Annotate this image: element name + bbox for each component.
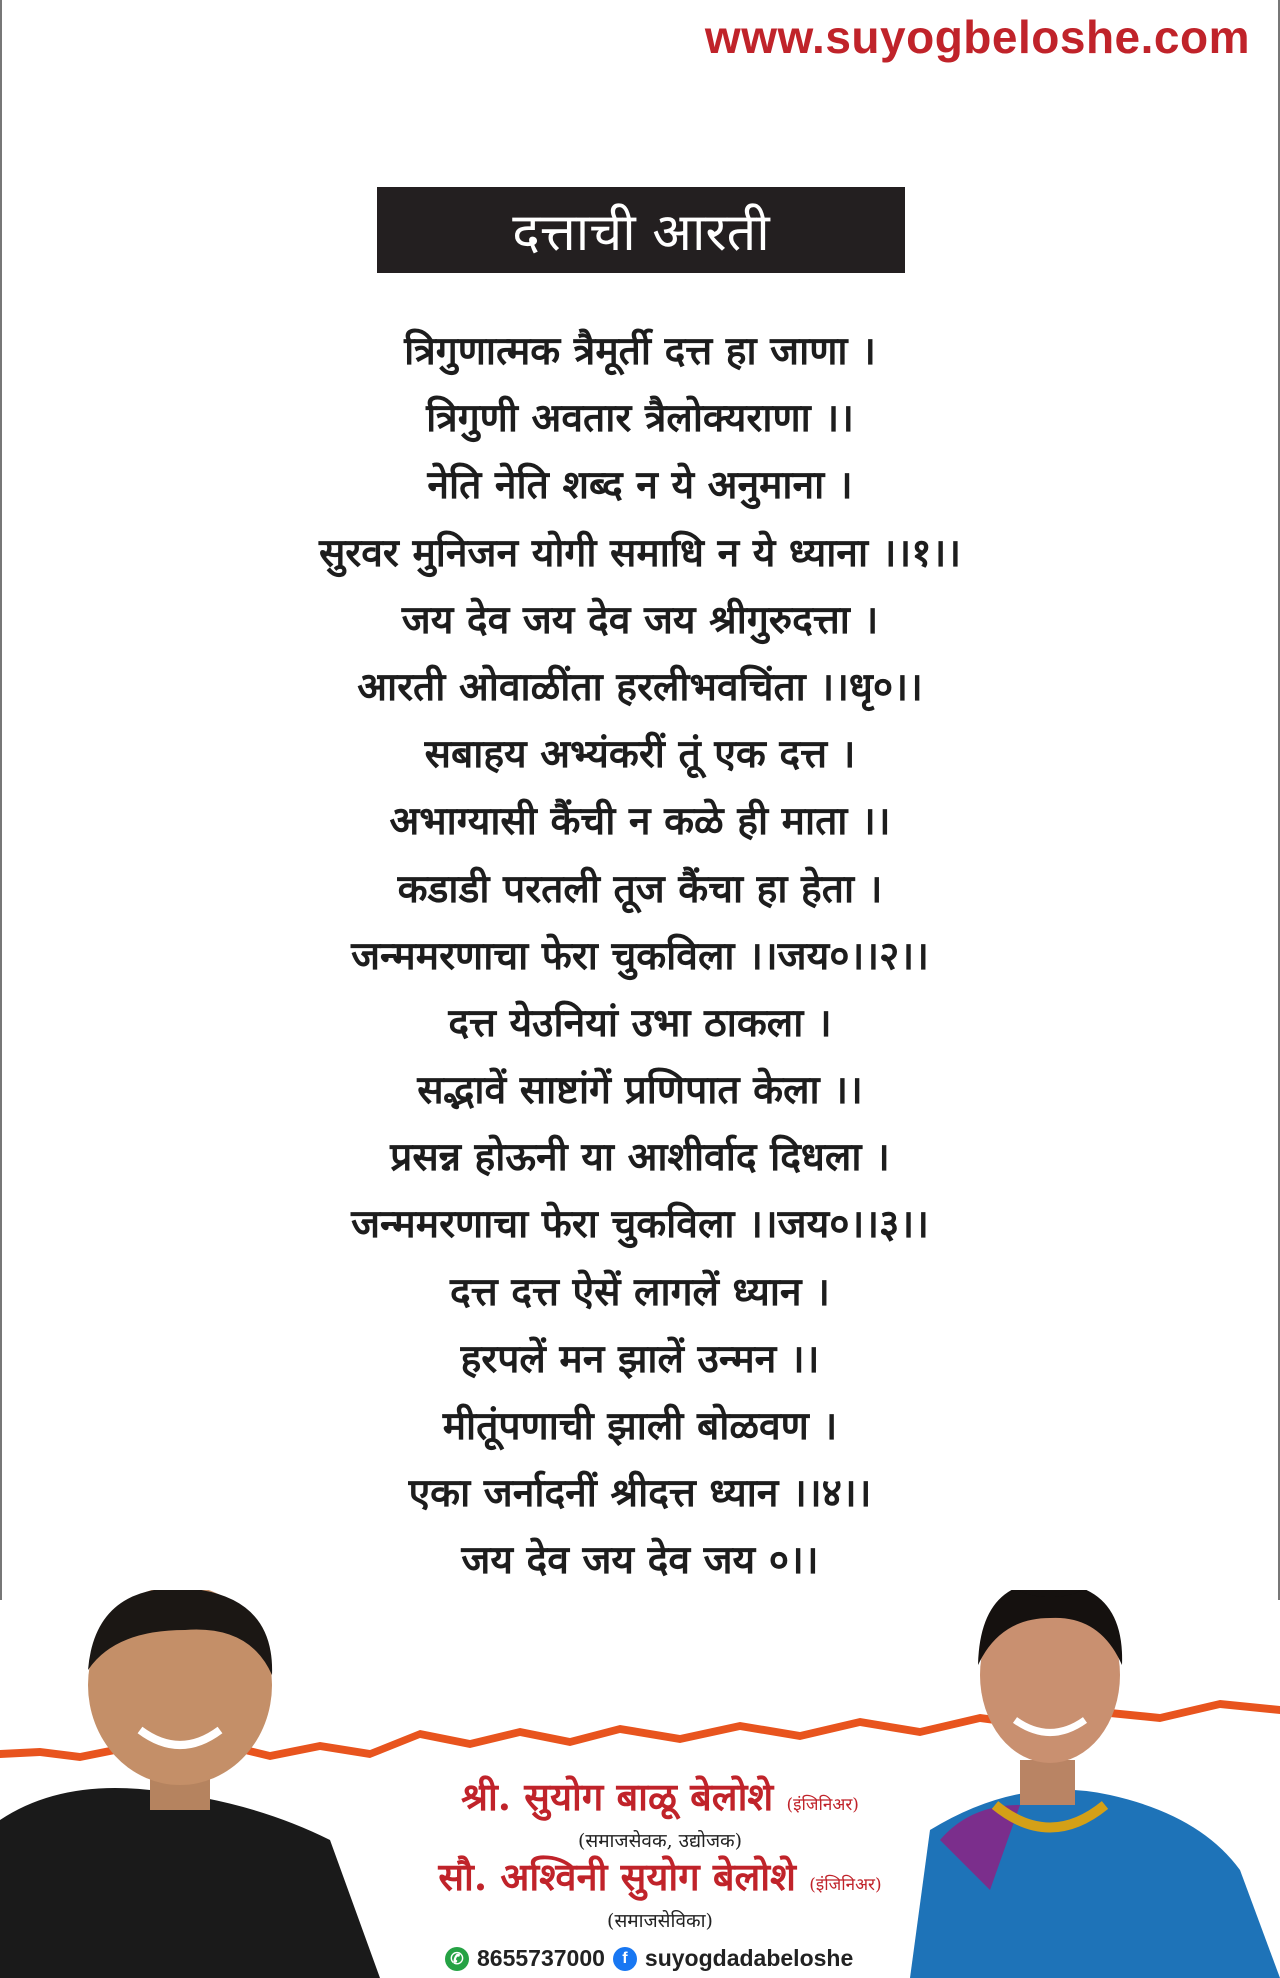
footer-banner xyxy=(0,1590,1280,1978)
whatsapp-icon[interactable]: ✆ xyxy=(445,1947,469,1971)
verse-line: एका जर्नादनीं श्रीदत्त ध्यान ।।४।। xyxy=(408,1471,872,1517)
verse-line: कडाडी परतली तूज कैंचा हा हेता । xyxy=(397,866,883,912)
person1-role: (समाजसेवक, उद्योजक) xyxy=(577,1830,743,1852)
website-link[interactable]: www.suyogbeloshe.com xyxy=(704,11,1250,63)
verse-line: जन्ममरणाचा फेरा चुकविला ।।जय०।।२।। xyxy=(351,933,929,979)
verse-line: जय देव जय देव जय ०।। xyxy=(461,1538,819,1584)
verse-line: मीतूंपणाची झाली बोळवण । xyxy=(442,1404,838,1449)
verse-line: दत्त येउनियां उभा ठाकला । xyxy=(448,1000,832,1046)
verse-line: सुरवर मुनिजन योगी समाधि न ये ध्याना ।।१।। xyxy=(318,530,962,576)
names-block xyxy=(380,1775,940,1935)
facebook-icon[interactable]: f xyxy=(613,1947,637,1971)
person2-name-text: सौ. अश्विनी सुयोग बेलोशे xyxy=(438,1854,796,1899)
person2-tag: (इंजिनिअर) xyxy=(809,1875,882,1895)
verse-list xyxy=(0,318,1280,1595)
phone-number[interactable]: 8655737000 xyxy=(477,1945,605,1971)
verse-line: सबाहय अभ्यंकरीं तूं एक दत्त । xyxy=(424,732,856,778)
page-title xyxy=(377,187,905,273)
facebook-handle[interactable]: suyogdadabeloshe xyxy=(644,1945,854,1971)
person2-name xyxy=(380,1855,940,1907)
contact-bar xyxy=(445,1945,853,1972)
person1-name-text: श्री. सुयोग बाळू बेलोशे xyxy=(461,1774,774,1819)
verse-line: हरपलें मन झालें उन्मन ।। xyxy=(460,1336,820,1382)
verse-line: आरती ओवाळींता हरलीभवचिंता ।।धृ०।। xyxy=(357,664,923,710)
page-title-text: दत्ताची आरती xyxy=(512,202,770,263)
person1-name xyxy=(380,1775,940,1827)
verse-line: त्रिगुणी अवतार त्रैलोक्यराणा ।। xyxy=(426,396,854,442)
verse-line: दत्त दत्त ऐसें लागलें ध्यान । xyxy=(450,1269,830,1315)
verse-line: जन्ममरणाचा फेरा चुकविला ।।जय०।।३।। xyxy=(351,1202,929,1248)
avatar-suyog xyxy=(0,1590,380,1978)
verse-line: त्रिगुणात्मक त्रैमूर्ती दत्त हा जाणा । xyxy=(404,329,876,374)
verse-line: अभाग्यासी कैंची न कळे ही माता ।। xyxy=(389,799,891,845)
person2-role: (समाजसेविका) xyxy=(607,1910,713,1932)
verse-line: प्रसन्न होऊनी या आशीर्वाद दिधला । xyxy=(390,1135,890,1181)
verse-line: नेति नेति शब्द न ये अनुमाना । xyxy=(427,463,853,509)
verse-line: सद्भावें साष्टांगें प्रणिपात केला ।। xyxy=(417,1068,863,1114)
verse-line: जय देव जय देव जय श्रीगुरुदत्ता । xyxy=(401,597,879,643)
person1-tag: (इंजिनिअर) xyxy=(786,1795,859,1815)
avatar-ashwini xyxy=(910,1590,1280,1978)
